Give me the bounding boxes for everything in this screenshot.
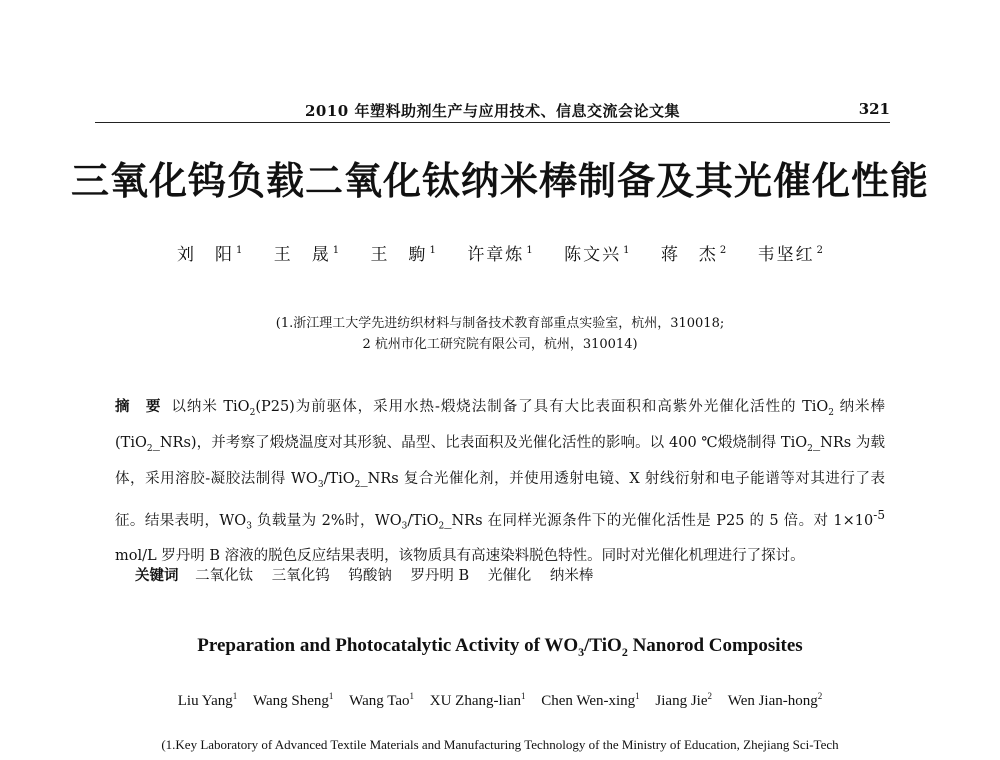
authors-en [0, 691, 1000, 710]
keyword: 罗丹明 B [410, 568, 470, 584]
author-en: Jiang Jie$^2$ [655, 691, 712, 709]
keywords-label: 关键词 [135, 568, 179, 584]
author-en: Wang Sheng$^1$ [253, 691, 334, 709]
running-header [95, 100, 890, 123]
author-en: Wen Jian-hong$^2$ [727, 691, 823, 709]
paper-title-en: Preparation and Photocatalytic Activity of $WO_3/TiO_2$ Nanorod Composites [197, 635, 803, 659]
author-zh: 陈文兴 $^1$ [564, 245, 630, 265]
author-en: Wang Tao$^1$ [349, 691, 414, 709]
author-en: XU Zhang-lian$^1$ [429, 691, 526, 709]
author-zh: 刘 阳 $^1$ [176, 245, 243, 265]
keywords [135, 564, 607, 585]
page-number: 321 [858, 100, 890, 118]
authors-zh [0, 240, 1000, 265]
author-zh: 韦坚红 $^2$ [757, 245, 824, 265]
affiliations-zh [0, 313, 1000, 355]
keyword: 纳米棒 [549, 568, 594, 584]
affiliation-line: (1.浙江理工大学先进纺织材料与制备技术教育部重点实验室，杭州，310018; [275, 316, 725, 331]
author-zh: 蒋 杰 $^2$ [660, 245, 727, 265]
affiliation-en: (1.Key Laboratory of Advanced Textile Materials and Manufacturing Technology of the Ministry of Education, Zhejiang Sci-Tech [161, 737, 839, 752]
author-zh: 许章炼 $^1$ [467, 245, 533, 265]
paper-title-zh: 三氧化钨负载二氧化钛纳米棒制备及其光催化性能 [70, 158, 929, 203]
keyword: 二氧化钛 [195, 568, 254, 584]
affiliation-line: 2 杭州市化工研究院有限公司，杭州，310014) [362, 337, 638, 352]
keyword: 三氧化钨 [271, 568, 330, 584]
author-en: Liu Yang$^1$ [177, 691, 238, 709]
author-en: Chen Wen-xing$^1$ [541, 691, 640, 709]
abstract: 摘 要 以纳米 TiO$_2$(P25)为前驱体，采用水热-煅烧法制备了具有大比表面积和高紫外光催化活性的 TiO$_2$ 纳米棒(TiO$_2$_NRs)，并考察了煅烧温度对其形貌、晶型、比表面积及光催化活性的影响。以 400 ℃煅烧制得 TiO$_2$_NRs 为载体，采用溶胶-凝胶法制得 $WO_3/TiO_2\_NRs$ 复合光催化剂，并使用透射电镜、X 射线衍射和电子能谱等对其进行了表征。结果表明，$WO_3$ 负载量为 2%时，$WO_3/TiO_2\_NRs$ 在同样光源条件下的光催化活性是 P25 的 5 倍。对 $1\times 10^{-5}$ mol/L 罗丹明 B 溶液的脱色反应结果表明，该物质具有高速染料脱色特性。同时对光催化机理进行了探讨。 [115, 399, 886, 565]
abstract-label: 摘 要 [115, 399, 162, 415]
journal-title: 2010 年塑料助剂生产与应用技术、信息交流会论文集 [305, 102, 680, 120]
keyword: 光催化 [487, 568, 532, 584]
keyword: 钨酸钠 [348, 568, 392, 584]
author-zh: 王 駒 $^1$ [370, 245, 436, 265]
author-zh: 王 晟 $^1$ [273, 245, 340, 265]
